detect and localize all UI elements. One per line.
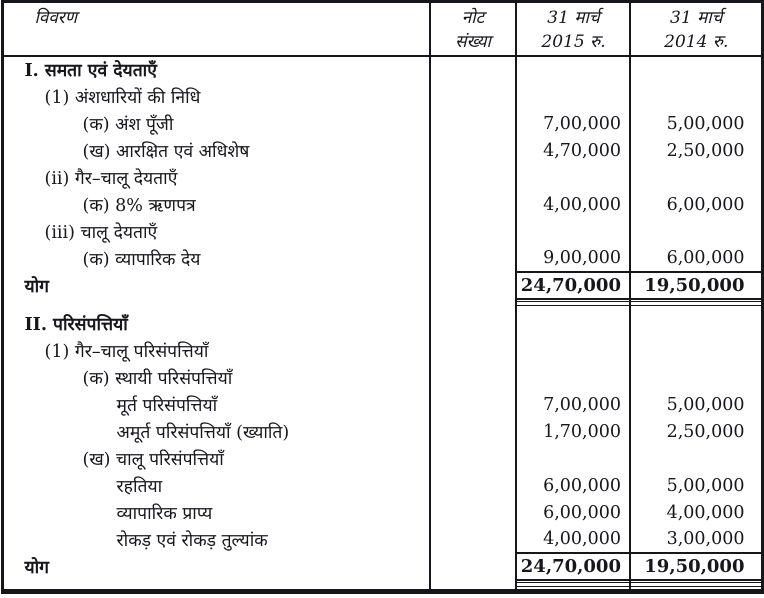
header-note-line2: संख्या [455, 32, 491, 52]
double-rule-line [631, 301, 761, 306]
cell-amount-2015 [516, 83, 630, 110]
cell-particulars: मूर्त परिसंपत्तियाँ [116, 395, 218, 416]
cell-particulars: (ख) आरक्षित एवं अधिशेष [82, 141, 250, 162]
cell-particulars-empty [2, 580, 430, 591]
double-rule-line [517, 301, 629, 306]
cell-amount-2014: 2,50,000 [630, 418, 762, 445]
header-2015-line1: 31 मार्च [547, 8, 600, 28]
total-double-rule-row [2, 580, 762, 591]
cell-note-number [430, 83, 516, 110]
cell-amount-2014: 19,50,000 [630, 272, 762, 299]
cell-particulars: (क) व्यापारिक देय [82, 249, 201, 270]
cell-amount-2014 [630, 364, 762, 391]
table-row [2, 391, 762, 418]
cell-amount-2015: 9,00,000 [516, 245, 630, 272]
cell-amount-2015: 1,70,000 [516, 418, 630, 445]
cell-amount-2015: 24,70,000 [516, 553, 630, 580]
cell-amount-2014 [630, 83, 762, 110]
cell-note-empty [430, 299, 516, 310]
header-row [2, 2, 762, 57]
header-note-number [430, 2, 516, 57]
balance-sheet-table [1, 0, 764, 594]
cell-particulars: योग [24, 557, 50, 578]
cell-amount-2014: 2,50,000 [630, 137, 762, 164]
cell-amount-2015 [516, 310, 630, 337]
cell-note-number [430, 56, 516, 83]
cell-note-number [430, 364, 516, 391]
table-row [2, 418, 762, 445]
cell-particulars: (ख) चालू परिसंपत्तियाँ [82, 449, 224, 470]
cell-particulars: (1) अंशधारियों की निधि [44, 87, 201, 108]
cell-amount-2014 [630, 337, 762, 364]
cell-particulars: (iii) चालू देयताएँ [44, 222, 158, 243]
cell-note-number [430, 191, 516, 218]
double-rule-line [631, 582, 761, 587]
cell-amount-2014 [630, 164, 762, 191]
cell-amount-2014: 3,00,000 [630, 526, 762, 553]
table-row [2, 499, 762, 526]
cell-note-number [430, 245, 516, 272]
header-2014-line1: 31 मार्च [670, 8, 723, 28]
table-row [2, 472, 762, 499]
table-row [2, 526, 762, 553]
header-col-2014 [630, 2, 762, 57]
cell-amount-2014: 5,00,000 [630, 391, 762, 418]
cell-amount-2015: 24,70,000 [516, 272, 630, 299]
table-row [2, 110, 762, 137]
cell-note-number [430, 391, 516, 418]
cell-amount-2014 [630, 56, 762, 83]
cell-amount-2015 [516, 218, 630, 245]
cell-particulars-empty [2, 299, 430, 310]
total-row [2, 272, 762, 299]
cell-amount-2015: 6,00,000 [516, 499, 630, 526]
cell-note-number [430, 310, 516, 337]
double-rule-2015 [516, 580, 630, 591]
cell-amount-2014: 6,00,000 [630, 191, 762, 218]
cell-amount-2015: 6,00,000 [516, 472, 630, 499]
table-row [2, 191, 762, 218]
cell-amount-2015: 4,00,000 [516, 191, 630, 218]
cell-amount-2015 [516, 364, 630, 391]
cell-note-number [430, 472, 516, 499]
cell-note-number [430, 553, 516, 580]
cell-particulars: अमूर्त परिसंपत्तियाँ (ख्याति) [116, 422, 290, 443]
table-row [2, 164, 762, 191]
double-rule-line [517, 582, 629, 587]
cell-particulars: (क) अंश पूँजी [82, 114, 174, 135]
cell-note-number [430, 337, 516, 364]
cell-particulars: योग [24, 276, 50, 297]
cell-particulars: व्यापारिक प्राप्य [116, 503, 213, 524]
table-row [2, 364, 762, 391]
table-row [2, 337, 762, 364]
cell-amount-2014: 5,00,000 [630, 110, 762, 137]
table-row [2, 218, 762, 245]
cell-amount-2014: 19,50,000 [630, 553, 762, 580]
double-rule-2014 [630, 299, 762, 310]
header-particulars-label: विवरण [34, 8, 78, 28]
table-row [2, 245, 762, 272]
header-note-line1: नोट [461, 8, 485, 28]
header-2014-line2: 2014 रु. [664, 32, 729, 52]
cell-note-empty [430, 580, 516, 591]
table-header [2, 2, 762, 57]
cell-amount-2015: 4,00,000 [516, 526, 630, 553]
cell-particulars: (क) स्थायी परिसंपत्तियाँ [82, 368, 233, 389]
table-body [2, 56, 762, 592]
double-rule-2015 [516, 299, 630, 310]
cell-note-number [430, 526, 516, 553]
cell-particulars: रहतिया [116, 476, 163, 497]
cell-amount-2015: 7,00,000 [516, 110, 630, 137]
cell-note-number [430, 272, 516, 299]
total-double-rule-row [2, 299, 762, 310]
double-rule-2014 [630, 580, 762, 591]
table-row [2, 56, 762, 83]
cell-note-number [430, 110, 516, 137]
total-row [2, 553, 762, 580]
cell-amount-2014: 5,00,000 [630, 472, 762, 499]
cell-particulars: (1) गैर–चालू परिसंपत्तियाँ [44, 341, 209, 362]
header-particulars [2, 2, 430, 57]
cell-amount-2015 [516, 337, 630, 364]
cell-amount-2014 [630, 218, 762, 245]
cell-amount-2014: 4,00,000 [630, 499, 762, 526]
cell-amount-2014 [630, 445, 762, 472]
cell-note-number [430, 164, 516, 191]
table-row [2, 445, 762, 472]
cell-amount-2014 [630, 310, 762, 337]
cell-note-number [430, 137, 516, 164]
cell-particulars: (क) 8% ऋणपत्र [82, 195, 196, 216]
cell-amount-2015 [516, 56, 630, 83]
cell-note-number [430, 418, 516, 445]
cell-amount-2015: 4,70,000 [516, 137, 630, 164]
table-row [2, 137, 762, 164]
cell-note-number [430, 445, 516, 472]
cell-particulars: (ii) गैर–चालू देयताएँ [44, 168, 178, 189]
header-2015-line2: 2015 रु. [541, 32, 606, 52]
cell-particulars: I. समता एवं देयताएँ [24, 61, 157, 81]
table-row [2, 83, 762, 110]
cell-note-number [430, 218, 516, 245]
cell-amount-2015 [516, 445, 630, 472]
cell-amount-2015: 7,00,000 [516, 391, 630, 418]
cell-note-number [430, 499, 516, 526]
cell-amount-2015 [516, 164, 630, 191]
cell-particulars: रोकड़ एवं रोकड़ तुल्यांक [116, 530, 268, 551]
table-row [2, 310, 762, 337]
cell-particulars: II. परिसंपत्तियाँ [24, 314, 128, 335]
cell-amount-2014: 6,00,000 [630, 245, 762, 272]
header-col-2015 [516, 2, 630, 57]
